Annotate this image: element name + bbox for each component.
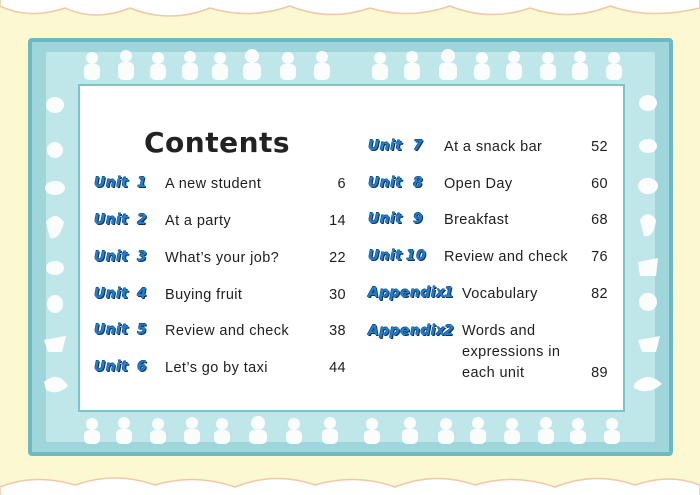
page-number: 14 <box>329 213 346 229</box>
unit-title: At a party <box>165 213 232 229</box>
appendix-title: Vocabulary <box>462 286 538 302</box>
unit-title: A new student <box>165 176 262 192</box>
unit-label: Unit <box>94 249 129 265</box>
unit-number: 6 <box>137 359 148 375</box>
toc-entry-unit-4[interactable] <box>94 286 346 306</box>
unit-title: Breakfast <box>444 212 509 228</box>
toc-entry-unit-3[interactable] <box>94 249 346 269</box>
page-number: 76 <box>591 249 608 265</box>
left-food-silhouettes <box>44 97 68 392</box>
unit-label: Unit <box>94 212 129 228</box>
page-number: 22 <box>329 250 346 266</box>
toc-entry-unit-8[interactable] <box>368 175 613 195</box>
page-number: 38 <box>329 323 346 339</box>
unit-title: Let’s go by taxi <box>165 360 268 376</box>
page-number: 89 <box>591 365 608 381</box>
toc-entry-unit-6[interactable] <box>94 359 346 379</box>
unit-title: Open Day <box>444 176 513 192</box>
unit-title: Buying fruit <box>165 287 243 303</box>
appendix-title-line-1: Words and <box>462 323 536 339</box>
page-title: Contents <box>144 126 291 159</box>
unit-label: Unit <box>94 322 129 338</box>
page-number: 52 <box>591 139 608 155</box>
unit-number: 5 <box>137 322 148 338</box>
page-number: 44 <box>329 360 346 376</box>
unit-title: Review and check <box>165 323 290 339</box>
toc-entry-unit-5[interactable] <box>94 322 346 342</box>
unit-number: 2 <box>137 212 148 228</box>
unit-label: Unit <box>368 175 403 191</box>
unit-label: Unit <box>368 138 403 154</box>
unit-label: Unit <box>94 286 129 302</box>
bottom-people-silhouettes <box>84 416 620 444</box>
unit-number: 8 <box>413 175 424 191</box>
unit-title: What’s your job? <box>165 250 280 266</box>
toc-entry-unit-7[interactable] <box>368 138 613 158</box>
appendix-title-line-3: each unit <box>462 365 525 381</box>
page-number: 82 <box>591 286 608 302</box>
contents-panel <box>78 84 625 412</box>
appendix-number: 1 <box>444 285 455 301</box>
toc-entry-appendix-2[interactable] <box>368 321 613 385</box>
unit-label: Unit <box>368 248 403 264</box>
unit-number: 9 <box>413 211 424 227</box>
appendix-number: 2 <box>444 323 455 339</box>
unit-number: 3 <box>137 249 148 265</box>
toc-entry-appendix-1[interactable] <box>368 285 613 305</box>
page-number: 30 <box>329 287 346 303</box>
unit-label: Unit <box>94 175 129 191</box>
page-number: 6 <box>337 176 346 192</box>
toc-entry-unit-10[interactable] <box>368 248 613 268</box>
appendix-label: Appendix <box>368 323 446 339</box>
unit-title: Review and check <box>444 249 569 265</box>
top-people-silhouettes <box>84 49 622 80</box>
toc-entry-unit-9[interactable] <box>368 211 613 231</box>
unit-number: 7 <box>413 138 424 154</box>
page-number: 60 <box>591 176 608 192</box>
unit-title: At a snack bar <box>444 139 543 155</box>
appendix-title-line-2: expressions in <box>462 344 561 360</box>
right-food-silhouettes <box>634 95 662 391</box>
unit-number: 4 <box>137 286 148 302</box>
toc-entry-unit-1[interactable] <box>94 175 346 195</box>
page-number: 68 <box>591 212 608 228</box>
appendix-label: Appendix <box>368 285 446 301</box>
unit-label: Unit <box>94 359 129 375</box>
unit-label: Unit <box>368 211 403 227</box>
unit-number: 10 <box>406 248 427 264</box>
unit-number: 1 <box>137 175 148 191</box>
toc-entry-unit-2[interactable] <box>94 212 346 232</box>
